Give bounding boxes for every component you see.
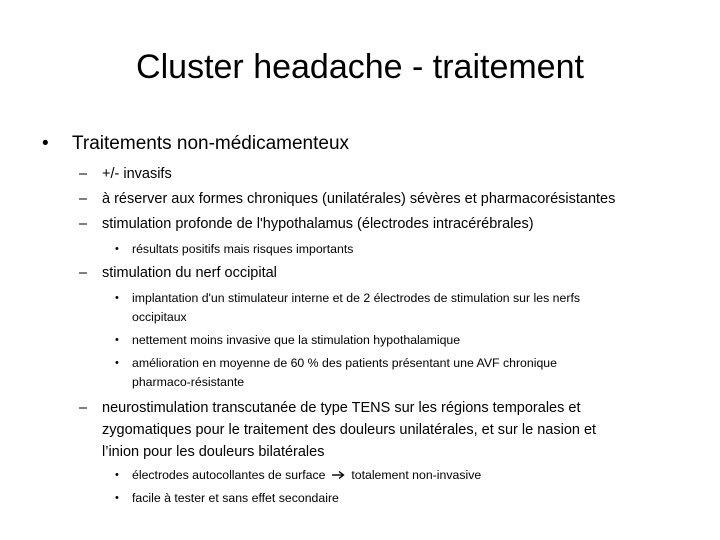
bullet-l3: •: [115, 243, 119, 255]
item-implantation-line2: occipitaux: [132, 310, 187, 324]
dash-l2: –: [79, 265, 88, 281]
item-amelioration-line1: amélioration en moyenne de 60 % des patients présentant une AVF chronique: [132, 356, 557, 370]
item-implantation-line1: implantation d'un stimulateur interne et de 2 électrodes de stimulation sur les nerfs: [132, 291, 581, 305]
bullet-l3: •: [115, 292, 119, 304]
bullet-l3: •: [115, 469, 119, 481]
item-stimulation-occipital: stimulation du nerf occipital: [102, 265, 277, 281]
item-electrodes: [132, 466, 481, 485]
item-tens-line3: l’inion pour les douleurs bilatérales: [102, 444, 325, 460]
dash-l2: –: [79, 166, 88, 182]
bullet-l3: •: [115, 334, 119, 346]
right-arrow-icon: [331, 470, 345, 480]
item-electrodes-text: électrodes autocollantes de surface: [132, 468, 326, 482]
item-amelioration-line2: pharmaco-résistante: [132, 375, 245, 389]
slide-title: Cluster headache - traitement: [136, 48, 584, 86]
bullet-l1: •: [42, 133, 49, 154]
item-stimulation-profonde: stimulation profonde de l'hypothalamus (électrodes intracérébrales): [102, 216, 534, 232]
item-facile: facile à tester et sans effet secondaire: [132, 491, 339, 505]
item-tens-line1: neurostimulation transcutanée de type TENS sur les régions temporales et: [102, 400, 581, 416]
item-invasifs: +/- invasifs: [102, 166, 172, 182]
bullet-l3: •: [115, 357, 119, 369]
heading-non-medicamenteux: Traitements non-médicamenteux: [72, 133, 350, 154]
dash-l2: –: [79, 191, 88, 207]
item-electrodes-result: totalement non-invasive: [351, 468, 482, 482]
item-tens-line2: zygomatiques pour le traitement des douleurs unilatérales, et sur le nasion et: [102, 422, 597, 438]
dash-l2: –: [79, 400, 88, 416]
item-nettement: nettement moins invasive que la stimulation hypothalamique: [132, 333, 461, 347]
bullet-l3: •: [115, 492, 119, 504]
item-reserver: à réserver aux formes chroniques (unilatérales) sévères et pharmacorésistantes: [102, 191, 616, 207]
item-resultats: résultats positifs mais risques importants: [132, 242, 354, 256]
dash-l2: –: [79, 216, 88, 232]
